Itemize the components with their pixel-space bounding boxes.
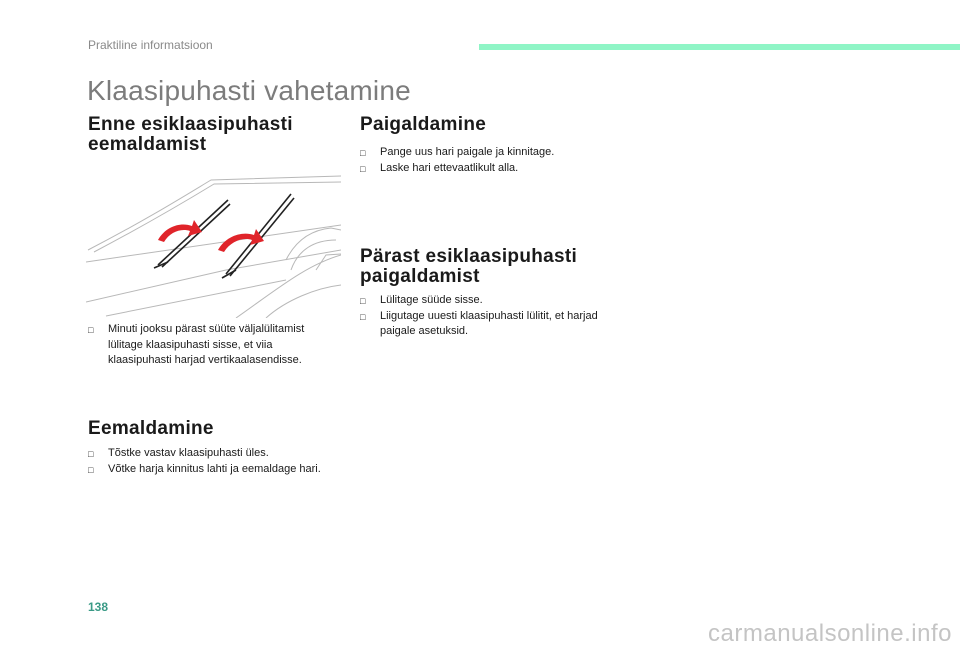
checkbox-bullet-icon: □ [88, 449, 94, 459]
header-accent-bar [479, 44, 960, 50]
checkbox-bullet-icon: □ [360, 296, 366, 306]
list-item: □ Võtke harja kinnitus lahti ja eemaldage hari. [88, 462, 338, 478]
checkbox-bullet-icon: □ [360, 148, 366, 158]
list-item: □ Minuti jooksu pärast süüte väljalülitamist lülitage klaasipuhasti sisse, et viia klaasipuhasti harjad vertikaalasendisse. [88, 323, 305, 366]
heading-installation: Paigaldamine [360, 114, 487, 135]
rotate-arrow-icon [218, 229, 264, 252]
list-before-removal [88, 322, 338, 369]
list-item: □ Liigutage uuesti klaasipuhasti lülitit, et harjad paigale asetuksid. [360, 309, 598, 337]
section-header: Praktiline informatsioon [88, 38, 213, 52]
heading-removal: Eemaldamine [88, 418, 214, 439]
windshield-wiper-illustration [86, 170, 341, 318]
list-item: □ Pange uus hari paigale ja kinnitage. [360, 145, 600, 161]
page-number: 138 [88, 600, 109, 614]
checkbox-bullet-icon: □ [88, 325, 94, 335]
rotate-arrow-icon [158, 220, 202, 242]
list-after-install [360, 293, 600, 340]
list-installation [360, 145, 600, 176]
watermark: carmanualsonline.info [708, 620, 952, 647]
list-item: □ Lülitage süüde sisse. [360, 293, 600, 309]
heading-after-install: Pärast esiklaasipuhasti paigaldamist [360, 246, 578, 287]
heading-before-removal: Enne esiklaasipuhasti eemaldamist [88, 114, 293, 155]
checkbox-bullet-icon: □ [360, 311, 366, 322]
checkbox-bullet-icon: □ [360, 163, 366, 174]
checkbox-bullet-icon: □ [88, 464, 94, 475]
list-item: □ Laske hari ettevaatlikult alla. [360, 161, 600, 177]
page-title: Klaasipuhasti vahetamine [87, 75, 411, 106]
list-removal [88, 446, 338, 477]
list-item: □ Tõstke vastav klaasipuhasti üles. [88, 446, 338, 462]
